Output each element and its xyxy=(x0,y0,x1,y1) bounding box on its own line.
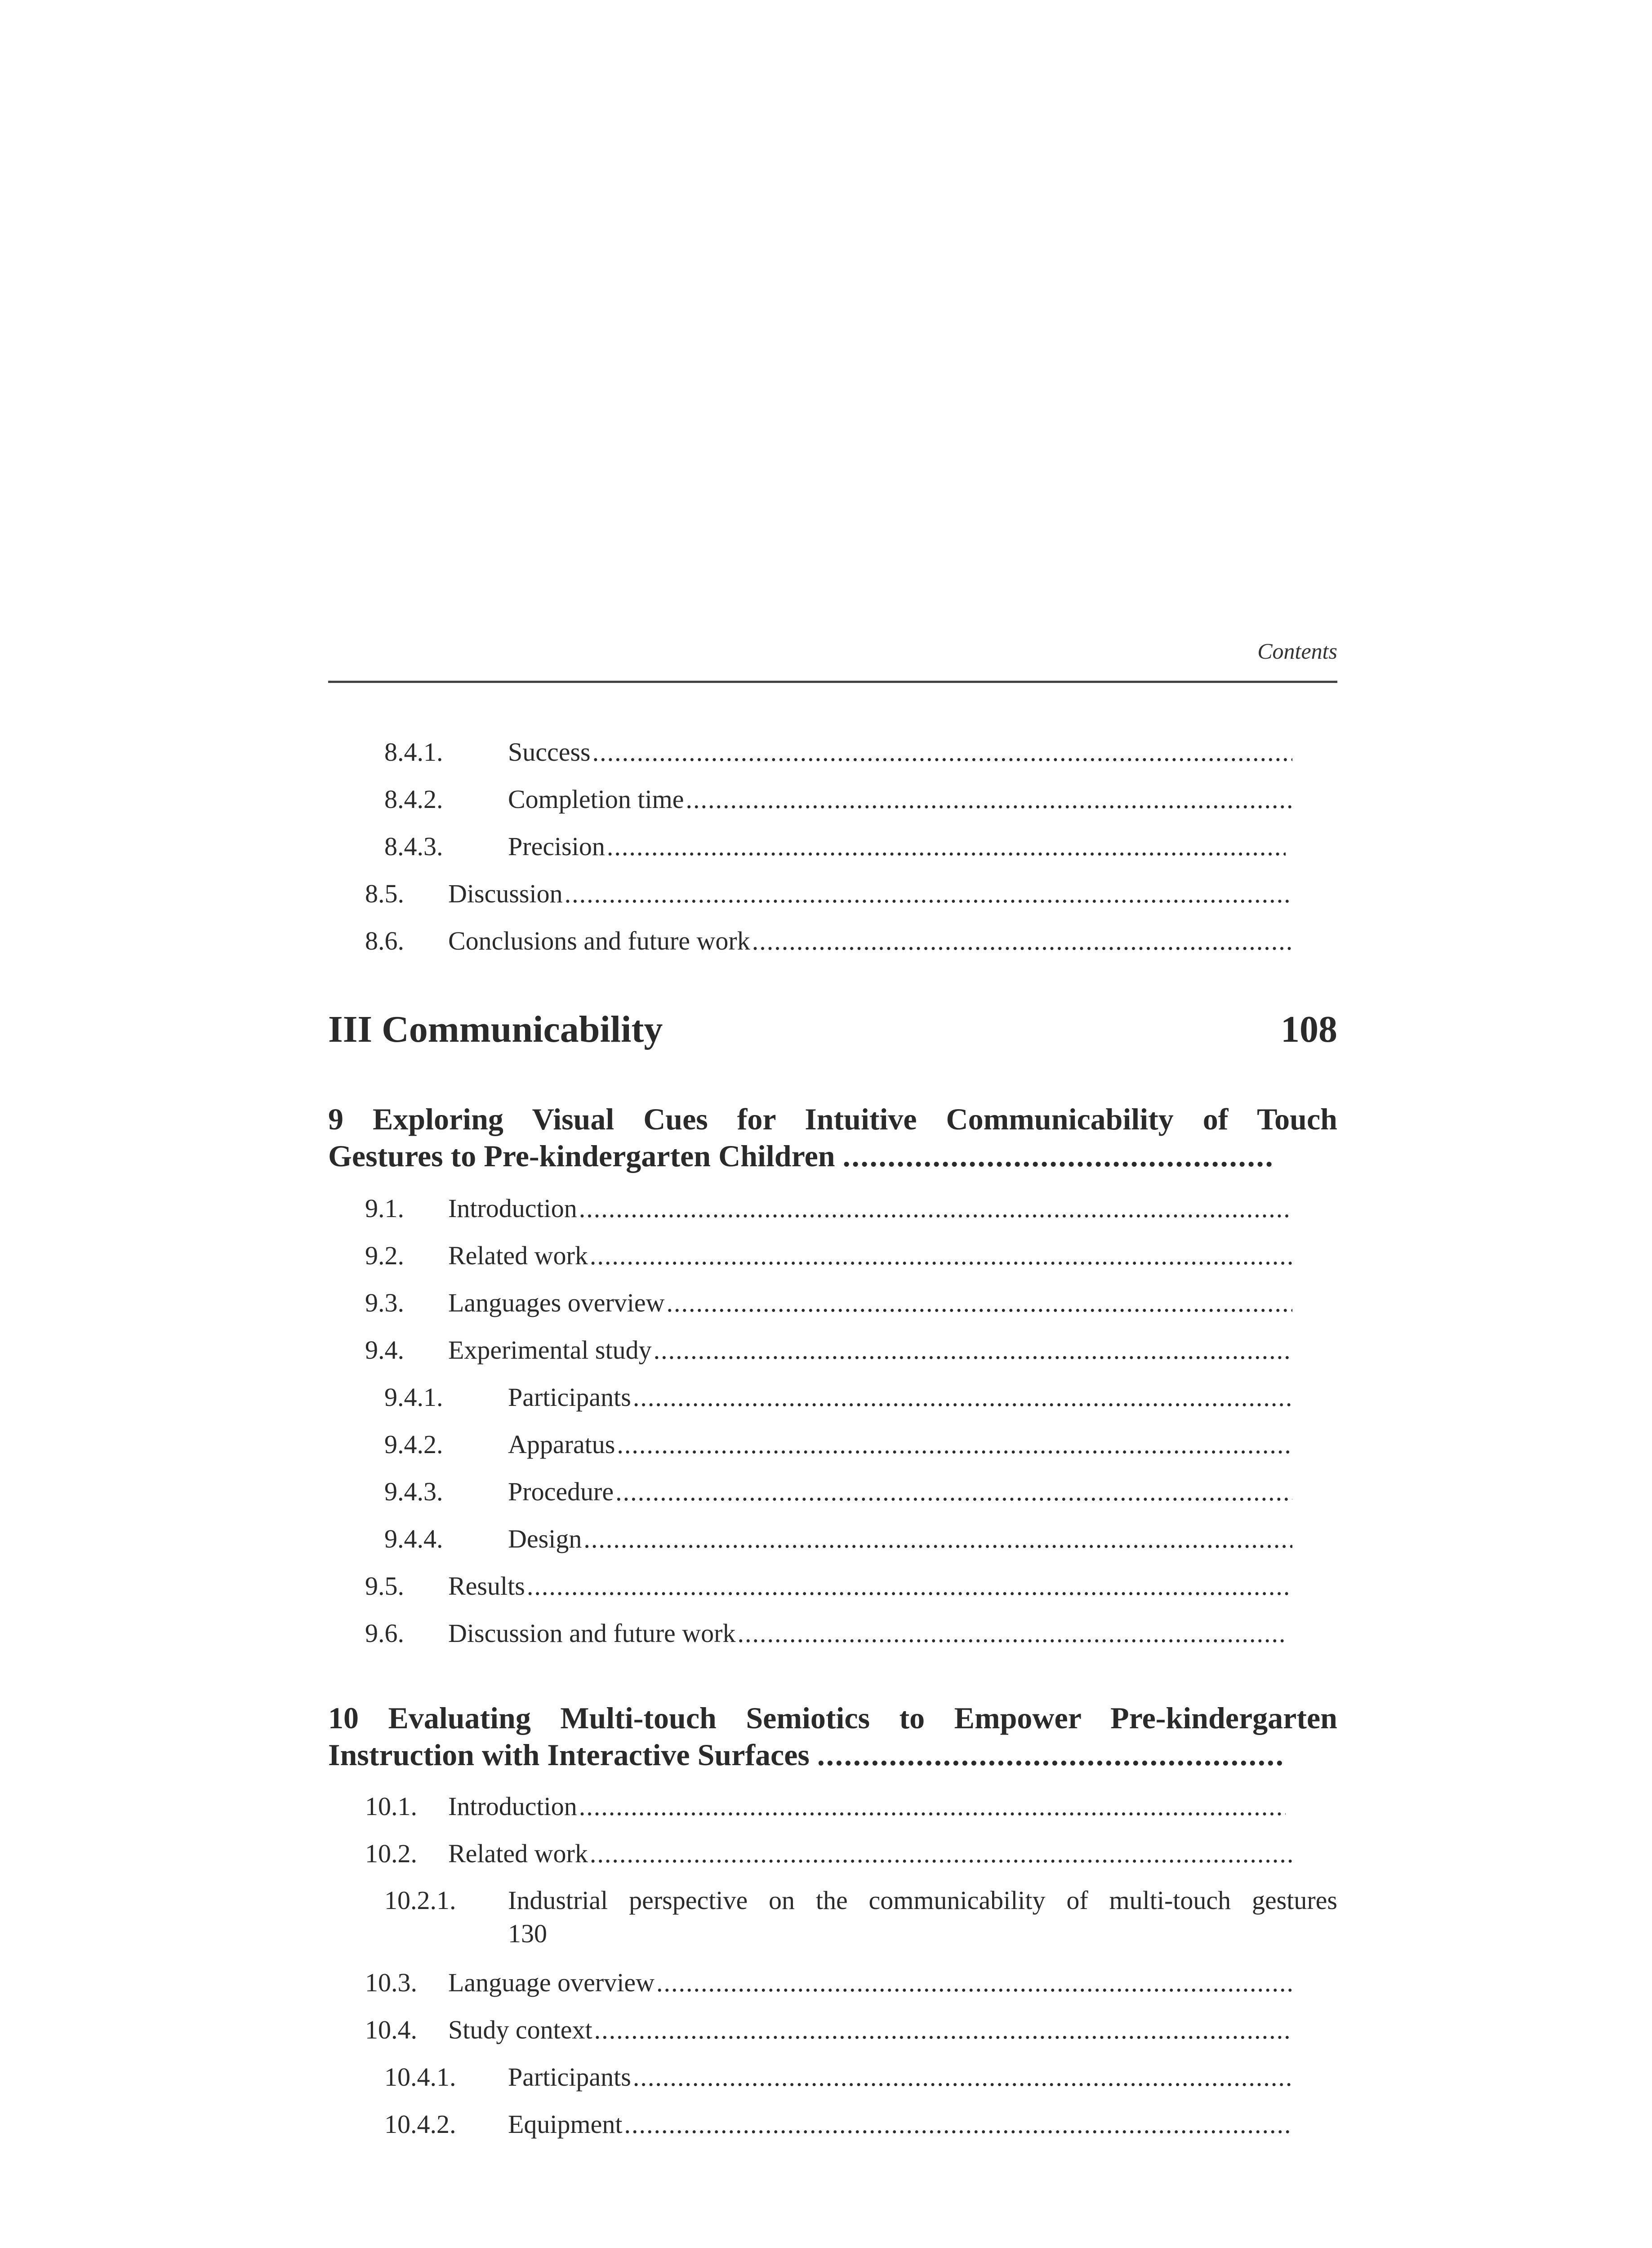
toc-entry-title: Study context xyxy=(448,2015,592,2044)
toc-entry-title: Language overview xyxy=(448,1968,655,1997)
dot-leader xyxy=(583,1523,1292,1555)
toc-entry[interactable] xyxy=(365,878,1292,910)
dot-leader xyxy=(686,784,1292,815)
toc-entry-number: 10.3. xyxy=(365,1968,417,1997)
toc-entry-number: 9.4.3. xyxy=(384,1477,443,1506)
part-title: III Communicability xyxy=(328,1008,663,1050)
toc-entry[interactable] xyxy=(365,1618,1286,1649)
dot-leader xyxy=(656,1967,1292,1998)
dot-leader xyxy=(607,831,1286,862)
toc-entry[interactable] xyxy=(365,1570,1292,1602)
toc-entry[interactable] xyxy=(384,736,1292,768)
toc-entry-title: Introduction xyxy=(448,1792,577,1821)
toc-entry-number: 8.5. xyxy=(365,879,404,908)
toc-entry-title: Participants xyxy=(508,1383,631,1412)
toc-entry[interactable] xyxy=(384,784,1292,815)
toc-entry-title: Design xyxy=(508,1524,582,1553)
toc-entry-title: Procedure xyxy=(508,1477,614,1506)
toc-entry-title: Precision xyxy=(508,832,605,861)
chapter-title-line-2: Gestures to Pre-kindergarten Children xyxy=(328,1139,835,1173)
toc-entry-number: 8.4.2. xyxy=(384,785,443,814)
toc-entry-title: Equipment xyxy=(508,2110,623,2139)
toc-entry-number: 9.5. xyxy=(365,1571,404,1601)
toc-entry-number: 9.4. xyxy=(365,1335,404,1365)
dot-leader: .................................................... xyxy=(817,1738,1285,1772)
toc-entry-number: 8.4.3. xyxy=(384,832,443,861)
toc-entry-number: 10.4. xyxy=(365,2015,417,2044)
part-page-number: 108 xyxy=(1281,1008,1337,1050)
toc-entry-number: 10.2.1. xyxy=(384,1886,456,1915)
dot-leader xyxy=(594,2014,1292,2046)
toc-entry[interactable] xyxy=(384,1382,1292,1413)
toc-entry-title: Introduction xyxy=(448,1194,577,1223)
toc-entry-title: Discussion xyxy=(448,879,563,908)
running-header: Contents xyxy=(1257,638,1337,664)
part-heading[interactable] xyxy=(328,1007,1337,1052)
toc-entry-title: Conclusions and future work xyxy=(448,926,750,955)
dot-leader xyxy=(527,1570,1292,1602)
toc-entry-number: 10.4.2. xyxy=(384,2110,456,2139)
toc-entry-page-number: 130 xyxy=(508,1919,547,1948)
dot-leader xyxy=(615,1476,1292,1508)
toc-entry-number: 8.6. xyxy=(365,926,404,955)
toc-entry-wrapped[interactable] xyxy=(384,1884,1337,1951)
dot-leader xyxy=(752,925,1292,957)
toc-entry-number: 9.4.1. xyxy=(384,1383,443,1412)
toc-entry-number: 9.4.2. xyxy=(384,1430,443,1459)
dot-leader xyxy=(624,2109,1292,2140)
toc-entry-title: Apparatus xyxy=(508,1430,615,1459)
toc-entry-title: Experimental study xyxy=(448,1335,652,1365)
chapter-title-line-1: 9 Exploring Visual Cues for Intuitive Communicability of Touch xyxy=(328,1102,1337,1136)
toc-entry-number: 10.1. xyxy=(365,1792,417,1821)
toc-entry[interactable] xyxy=(365,1838,1292,1869)
toc-entry-number: 9.4.4. xyxy=(384,1524,443,1553)
dot-leader xyxy=(592,736,1292,768)
toc-entry-title: Discussion and future work xyxy=(448,1619,736,1648)
toc-entry[interactable] xyxy=(365,1240,1292,1271)
chapter-heading-10[interactable] xyxy=(328,1699,1337,1773)
dot-leader xyxy=(565,878,1292,910)
header-rule xyxy=(328,681,1337,683)
dot-leader xyxy=(590,1838,1292,1869)
chapter-title-line-1: 10 Evaluating Multi-touch Semiotics to Empower Pre-kindergarten xyxy=(328,1701,1337,1735)
toc-entry[interactable] xyxy=(384,831,1286,862)
dot-leader xyxy=(633,1382,1292,1413)
chapter-heading-9[interactable] xyxy=(328,1101,1337,1174)
toc-entry[interactable] xyxy=(365,2014,1292,2046)
dot-leader xyxy=(590,1240,1292,1271)
chapter-title-line-2: Instruction with Interactive Surfaces xyxy=(328,1738,810,1772)
toc-entry[interactable] xyxy=(384,1476,1292,1508)
toc-entry-title: Languages overview xyxy=(448,1288,665,1317)
toc-entry-title: Industrial perspective on the communicability of multi-touch gestures xyxy=(508,1886,1337,1915)
dot-leader xyxy=(738,1618,1286,1649)
toc-entry-number: 9.3. xyxy=(365,1288,404,1317)
toc-entry-number: 8.4.1. xyxy=(384,737,443,767)
toc-entry-title: Related work xyxy=(448,1839,588,1868)
toc-entry-title: Completion time xyxy=(508,785,684,814)
toc-entry-number: 9.6. xyxy=(365,1619,404,1648)
toc-entry[interactable] xyxy=(384,2061,1292,2093)
toc-entry-title: Success xyxy=(508,737,591,767)
toc-entry[interactable] xyxy=(365,1193,1292,1224)
toc-entry[interactable] xyxy=(384,2109,1292,2140)
toc-entry[interactable] xyxy=(365,925,1292,957)
toc-entry-number: 9.1. xyxy=(365,1194,404,1223)
toc-entry[interactable] xyxy=(365,1287,1292,1319)
toc-entry[interactable] xyxy=(384,1523,1292,1555)
dot-leader xyxy=(617,1429,1292,1460)
dot-leader xyxy=(667,1287,1292,1319)
toc-entry-title: Results xyxy=(448,1571,525,1601)
toc-entry-number: 10.4.1. xyxy=(384,2062,456,2092)
toc-entry[interactable] xyxy=(384,1429,1292,1460)
dot-leader: ................................................ xyxy=(842,1139,1274,1173)
dot-leader xyxy=(579,1193,1292,1224)
dot-leader xyxy=(579,1791,1286,1822)
toc-entry[interactable] xyxy=(365,1967,1292,1998)
toc-entry-title: Related work xyxy=(448,1241,588,1270)
toc-entry-number: 10.2. xyxy=(365,1839,417,1868)
toc-entry-number: 9.2. xyxy=(365,1241,404,1270)
toc-entry[interactable] xyxy=(365,1334,1292,1366)
toc-entry-title: Participants xyxy=(508,2062,631,2092)
dot-leader xyxy=(654,1334,1292,1366)
dot-leader xyxy=(633,2061,1292,2093)
toc-entry[interactable] xyxy=(365,1791,1286,1822)
